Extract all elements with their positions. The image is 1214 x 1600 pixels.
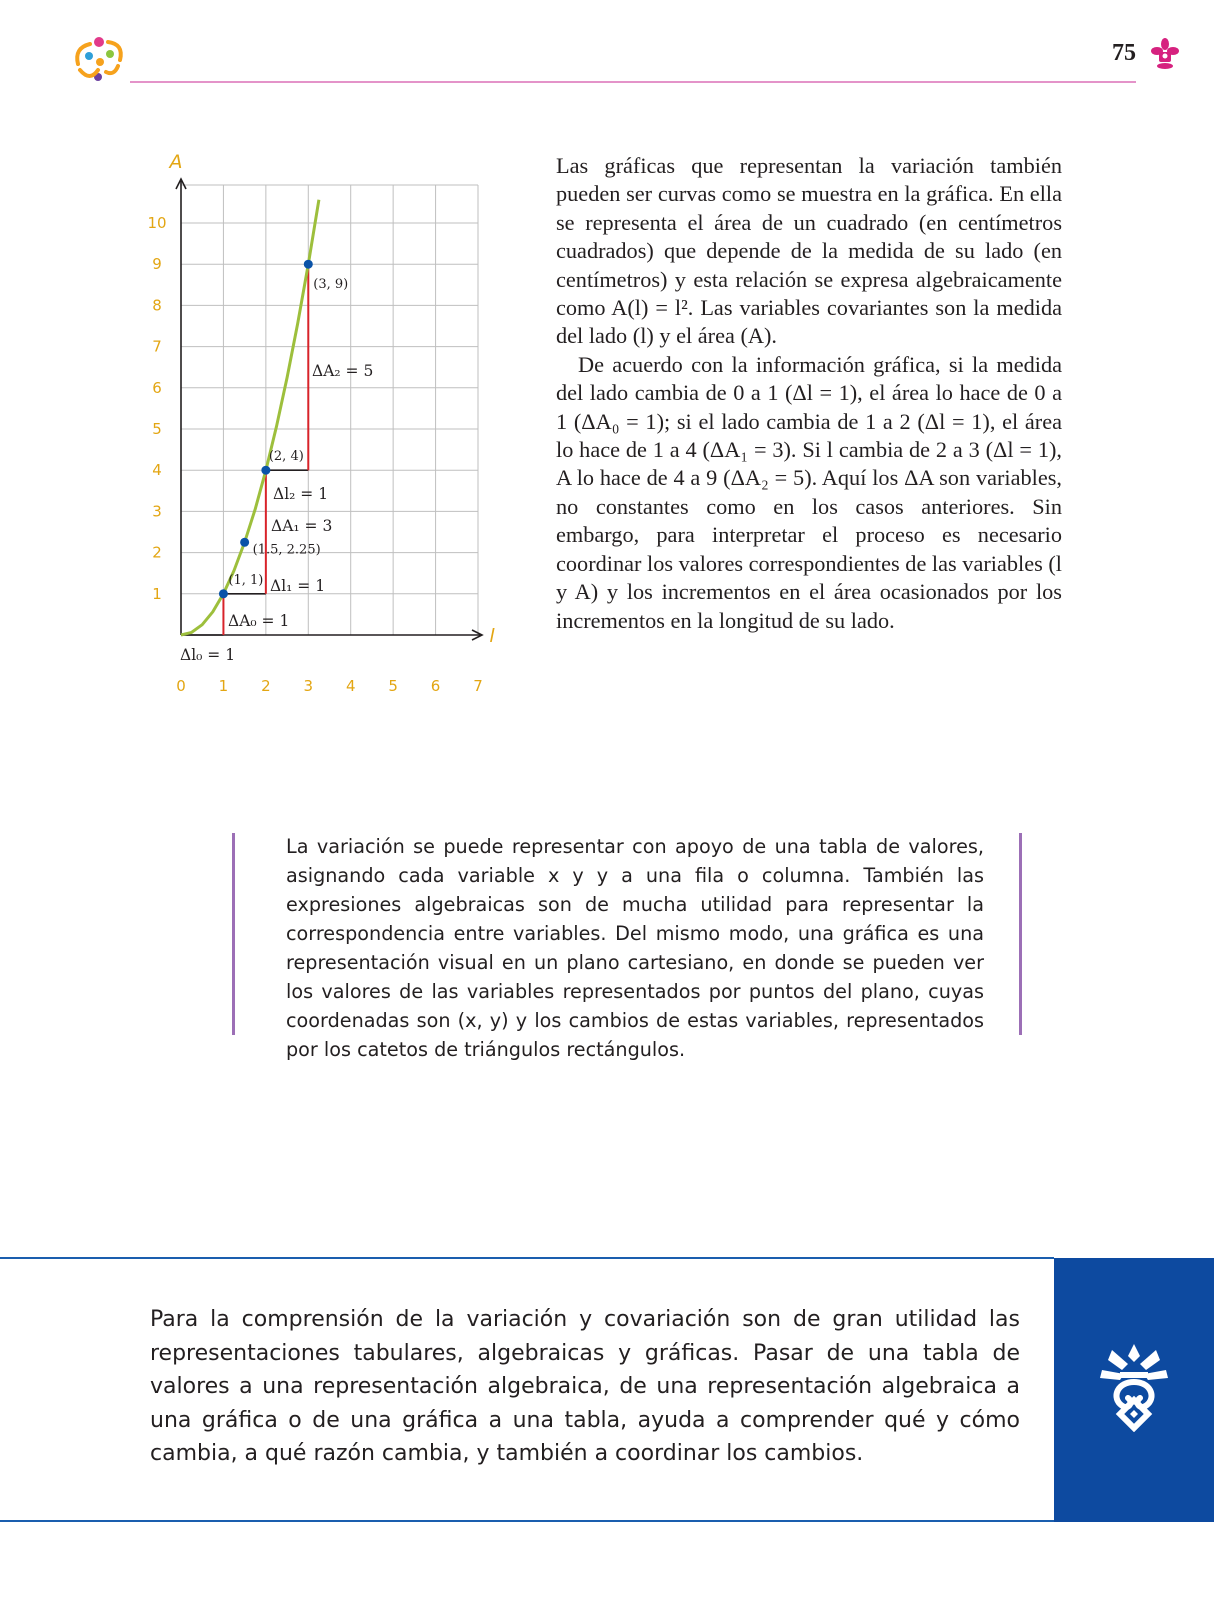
y-tick-label: 4 — [152, 461, 162, 480]
callout-bar-left — [232, 833, 235, 1035]
main-paragraph-2: De acuerdo con la información gráfica, si la medida del lado cambia de 0 a 1 (Δl = 1), el área lo hace de 0 a 1 (ΔA₀ = 1); si el lado cambia de 1 a 2 (Δl = 1), el área lo hace de 1 a 4 (ΔA₁ = 3). Si l cambia de 2 a 3 (Δl = 1), A lo hace de 4 a 9 (ΔA₂ = 5). Aquí los ΔA son variables, no constantes como en los casos anteriores. Sin embargo, para interpretar el proceso es necesario coordinar los valores correspondientes de las variables (l y A) y los incrementos en el área ocasionados por los incrementos en la longitud de su lado. — [556, 351, 1062, 633]
y-tick-label: 7 — [152, 337, 162, 356]
y-axis-label: A — [169, 151, 183, 173]
y-tick-label: 9 — [152, 255, 162, 274]
flower-ornament-icon — [1150, 38, 1180, 70]
point-label: (1, 1) — [228, 572, 264, 588]
x-axis-label: l — [489, 625, 495, 647]
data-point — [304, 260, 313, 269]
chart-axes — [176, 179, 482, 640]
delta-l0-label: Δl₀ = 1 — [180, 646, 236, 664]
x-tick-label: 7 — [473, 677, 483, 695]
callout-text: La variación se puede representar con apoyo de una tabla de valores, asignando cada variable x y y a una fila o columna. También las expresiones algebraicas son de mucha utilidad para representar la correspondencia entre variables. Del mismo modo, una gráfica es una representación visual en un plano cartesiano, en donde se pueden ver los valores de las variables representados por puntos del plano, cuyas coordenadas son (x, y) y los cambios de estas variables, representados por los catetos de triángulos rectángulos. — [286, 835, 984, 1061]
area-square-chart — [140, 145, 540, 715]
header-rule — [130, 81, 1136, 83]
data-point — [261, 466, 270, 475]
data-point — [240, 538, 249, 547]
page-number: 75 — [1112, 40, 1136, 66]
point-label: (1.5, 2.25) — [252, 542, 321, 558]
point-label: (3, 9) — [313, 277, 349, 293]
bottom-box-top-rule — [0, 1257, 1054, 1259]
x-tick-label: 0 — [176, 677, 186, 695]
x-tick-label: 4 — [345, 677, 356, 695]
data-point — [219, 589, 228, 598]
y-tick-label: 10 — [147, 214, 167, 232]
y-tick-label: 6 — [152, 378, 162, 397]
bottom-box-bottom-rule — [0, 1520, 1054, 1522]
main-text — [556, 152, 1062, 635]
main-paragraph-1: Las gráficas que representan la variación también pueden ser curvas como se muestra en la gráfica. En ella se representa el área de un cuadrado (en centímetros cuadrados) que depende de la medida de su lado (en centímetros) y esta relación se expresa algebraicamente como A(l) = l². Las variables covariantes son la medida del lado (l) y el área (A). — [556, 153, 1062, 349]
delta-l1-label: Δl₁ = 1 — [270, 577, 326, 595]
y-tick-label: 5 — [152, 420, 162, 438]
y-tick-label: 1 — [152, 584, 162, 603]
y-tick-label: 8 — [152, 296, 162, 315]
delta-a2-label: ΔA₂ = 5 — [312, 362, 374, 380]
y-tick-label: 2 — [152, 543, 162, 562]
delta-a0-label: ΔA₀ = 1 — [228, 612, 290, 630]
tree-ornament-icon — [1098, 1342, 1170, 1432]
x-tick-label: 3 — [303, 677, 314, 695]
bottom-box-text: Para la comprensión de la variación y covariación son de gran utilidad las representaciones tabulares, algebraicas y gráficas. Pasar de una tabla de valores a una representación algebraica, de una representación algebraica a una gráfica o de una gráfica a una tabla, ayuda a comprender qué y cómo cambia, a qué razón cambia, y también a coordinar los cambios. — [150, 1307, 1020, 1466]
curve-line — [181, 200, 319, 635]
chart-grid — [181, 185, 478, 635]
x-tick-label: 2 — [261, 677, 271, 695]
x-tick-label: 6 — [430, 677, 441, 695]
callout-bar-right — [1019, 833, 1022, 1035]
delta-a1-label: ΔA₁ = 3 — [271, 517, 333, 535]
delta-l2-label: Δl₂ = 1 — [273, 485, 329, 503]
point-label: (2, 4) — [268, 449, 304, 465]
y-tick-label: 3 — [152, 502, 162, 521]
blue-side-panel — [1054, 1258, 1214, 1522]
logo-icon — [70, 30, 128, 88]
x-tick-label: 5 — [388, 677, 398, 695]
x-tick-label: 1 — [218, 677, 229, 695]
